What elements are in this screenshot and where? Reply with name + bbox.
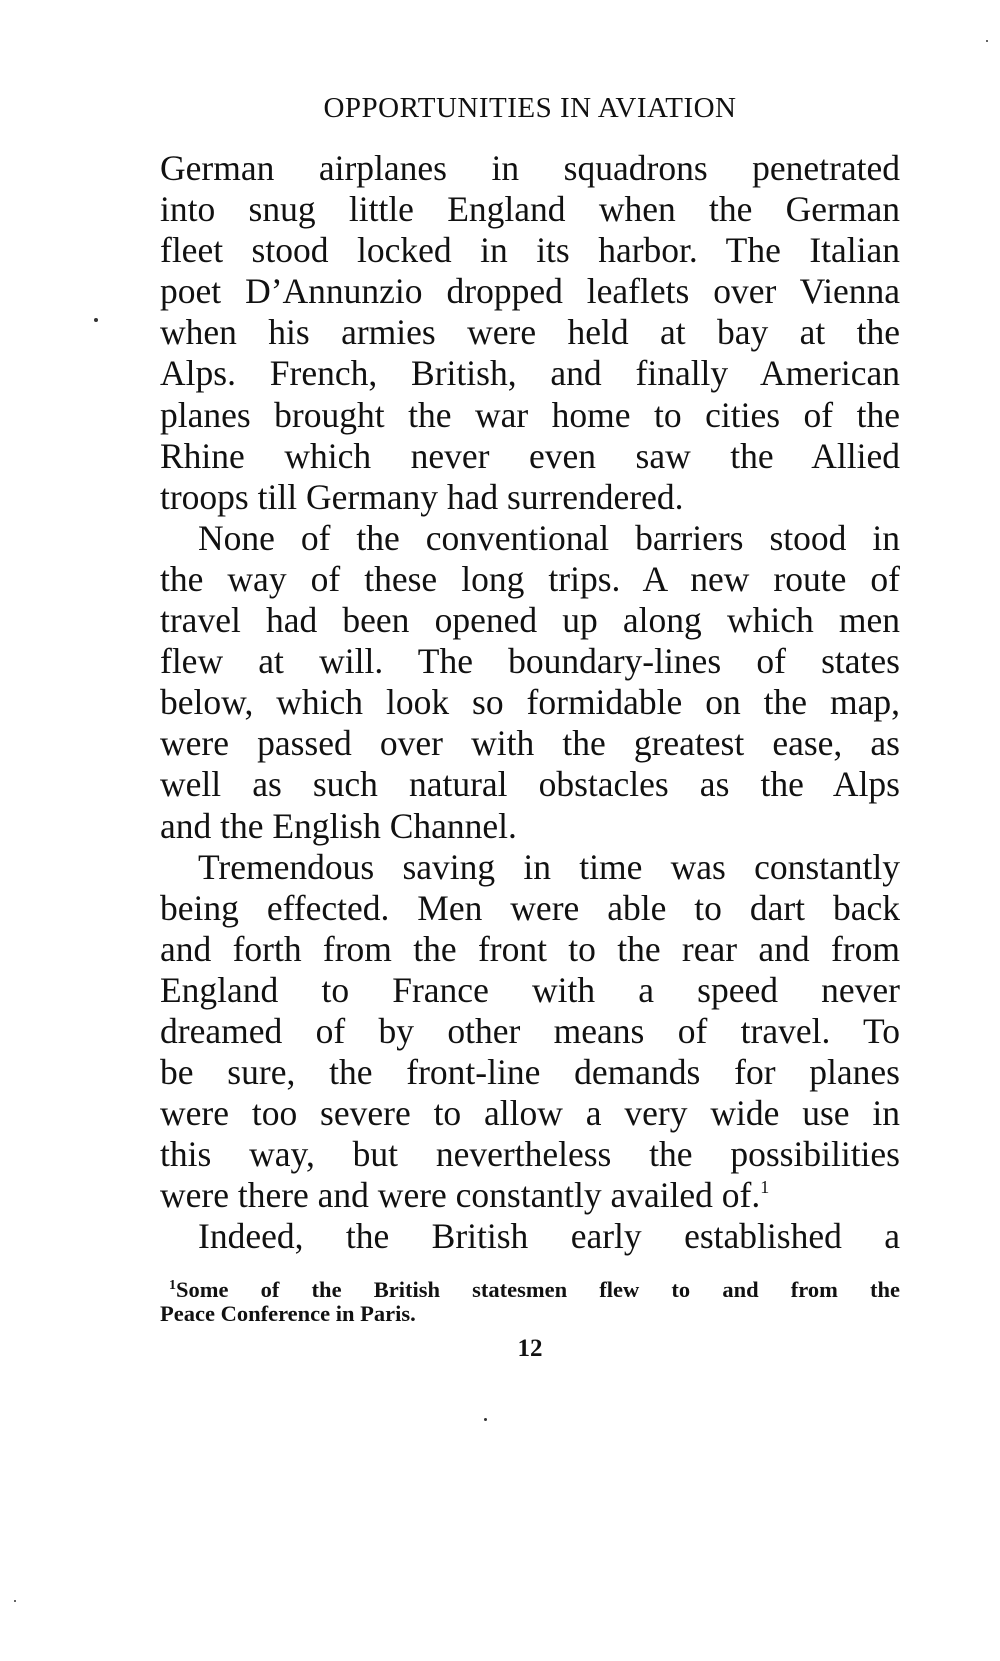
footnote [160, 1278, 900, 1326]
text-line: Indeed, the British early established a [198, 1216, 900, 1257]
text-line: when his armies were held at bay at the [160, 312, 900, 353]
text-line: None of the conventional barriers stood in [198, 517, 900, 558]
text-line: Alps. French, British, and finally American [160, 353, 900, 394]
text-line: be sure, the front-line demands for planes [160, 1052, 900, 1093]
text-line: German airplanes in squadrons penetrated [160, 148, 900, 188]
scan-speck [986, 40, 988, 42]
text-line: flew at will. The boundary-lines of states [160, 641, 900, 682]
text-line: into snug little England when the German [160, 189, 900, 230]
text-line: Rhine which never even saw the Allied [160, 435, 900, 476]
scan-speck [94, 318, 98, 322]
text-line: England to France with a speed never [160, 969, 900, 1010]
text-line: below, which look so formidable on the map, [160, 682, 900, 723]
text-line [160, 1175, 900, 1216]
footnote-line: Peace Conference in Paris. [160, 1301, 416, 1326]
text-line: fleet stood locked in its harbor. The Italian [160, 230, 900, 271]
text-line: planes brought the war home to cities of the [160, 394, 900, 435]
scan-speck [14, 1600, 16, 1602]
text-line: troops till Germany had surrendered. [160, 476, 684, 517]
text-line: travel had been opened up along which men [160, 600, 900, 641]
text-line: poet D’Annunzio dropped leaflets over Vienna [160, 271, 900, 312]
footnote-marker: 1 [169, 1278, 176, 1293]
text-line-content: were there and were constantly availed of. [160, 1175, 761, 1216]
footnote-reference: 1 [760, 1177, 770, 1198]
text-line: were too severe to allow a very wide use in [160, 1093, 900, 1134]
body-text [160, 148, 900, 1258]
running-head: OPPORTUNITIES IN AVIATION [323, 92, 737, 124]
text-line: the way of these long trips. A new route of [160, 558, 900, 599]
text-line: well as such natural obstacles as the Alps [160, 764, 900, 805]
text-line: Tremendous saving in time was constantly [198, 846, 900, 887]
footnote-line [160, 1278, 900, 1302]
text-line: this way, but nevertheless the possibilities [160, 1134, 900, 1175]
footnote-text: Some of the British statesmen flew to and from the [176, 1277, 900, 1302]
text-line: and the English Channel. [160, 805, 517, 846]
text-line: being effected. Men were able to dart back [160, 887, 900, 928]
scan-speck [484, 1418, 487, 1421]
text-line: and forth from the front to the rear and from [160, 928, 900, 969]
page-number: 12 [517, 1335, 543, 1362]
text-line: dreamed of by other means of travel. To [160, 1010, 900, 1051]
text-line: were passed over with the greatest ease, as [160, 723, 900, 764]
